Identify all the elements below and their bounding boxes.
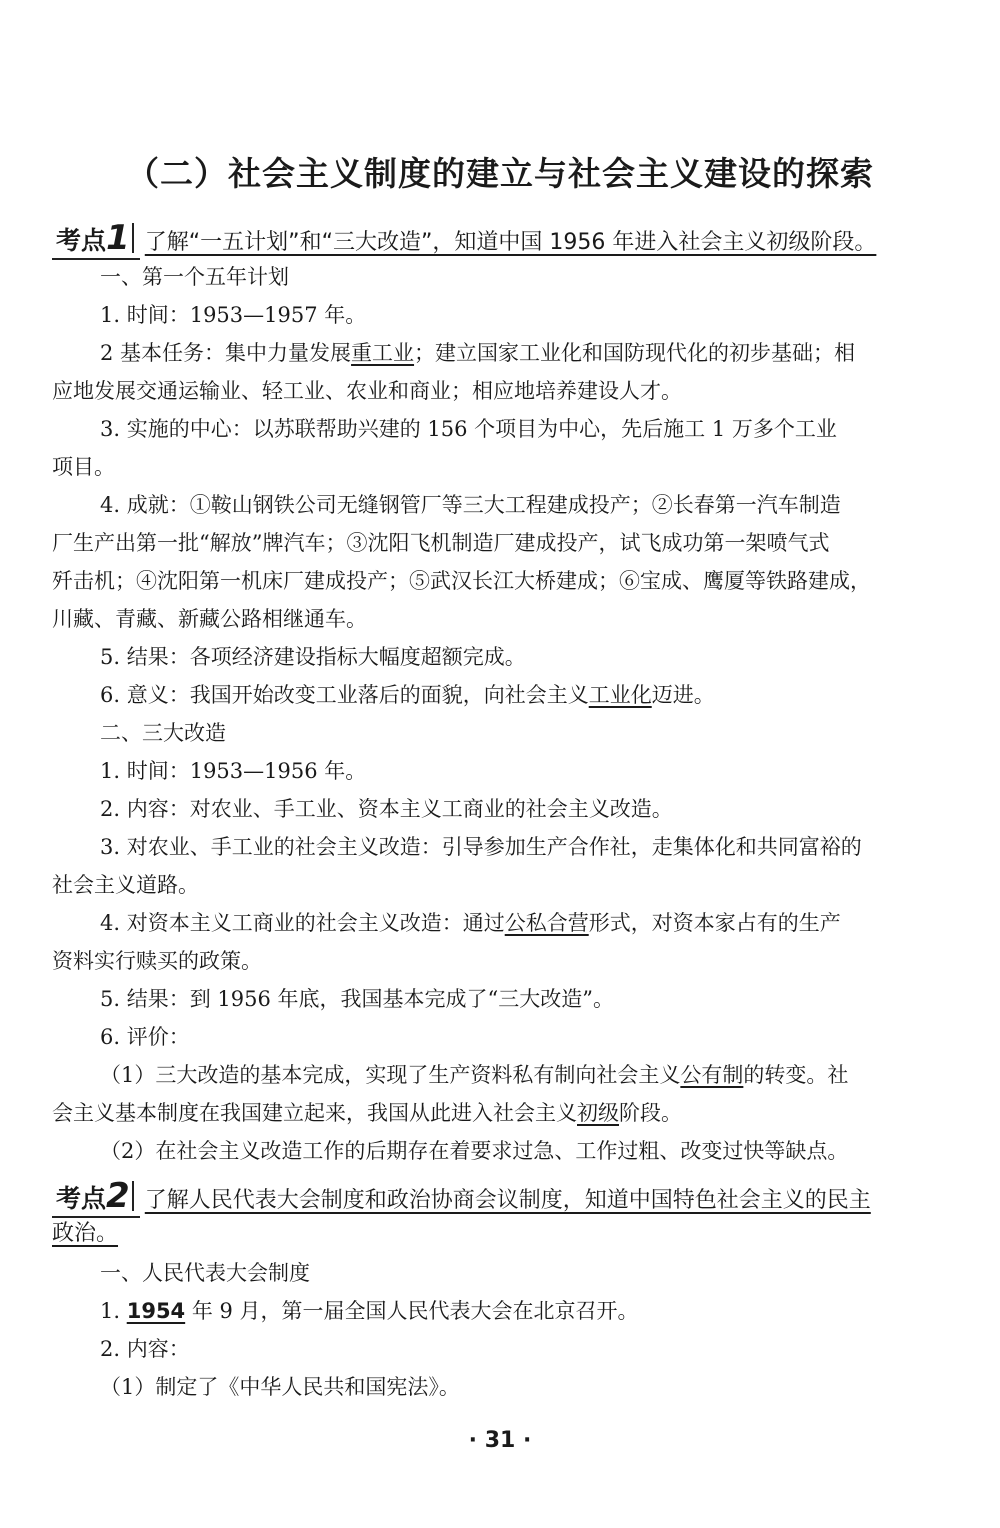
heading-five-year-plan: 一、第一个五年计划 — [100, 265, 289, 289]
text-line: 3. 对农业、手工业的社会主义改造：引导参加生产合作社，走集体化和共同富裕的 — [100, 835, 862, 859]
section-title: （二）社会主义制度的建立与社会主义建设的探索 — [126, 154, 874, 193]
kaodian-2-text: 了解人民代表大会制度和政治协商会议制度，知道中国特色社会主义的民主 — [144, 1188, 871, 1213]
text-line: 资料实行赎买的政策。 — [52, 949, 262, 973]
heading-npc-system: 一、人民代表大会制度 — [100, 1261, 310, 1285]
text-line: 会主义基本制度在我国建立起来，我国从此进入社会主义初级阶段。 — [52, 1101, 682, 1125]
kaodian-2-row-cont — [52, 1216, 952, 1247]
text-line: 歼击机；④沈阳第一机床厂建成投产；⑤武汉长江大桥建成；⑥宝成、鹰厦等铁路建成， — [52, 569, 871, 593]
kaodian-1-badge — [52, 218, 140, 260]
text-line: 1. 1954 年 9 月，第一届全国人民代表大会在北京召开。 — [100, 1299, 639, 1323]
kaodian-1-text: 了解“一五计划”和“三大改造”，知道中国 1956 年进入社会主义初级阶段。 — [144, 230, 877, 255]
key-term: 工业化 — [588, 683, 652, 707]
text-line: 1. 时间：1953—1956 年。 — [100, 759, 367, 783]
kaodian-2-row — [52, 1176, 952, 1218]
kaodian-2-text-cont: 政治。 — [52, 1221, 119, 1246]
key-term: 初级 — [577, 1101, 619, 1125]
watermark-logo — [846, 1438, 986, 1518]
kaodian-1-number: 1 — [106, 218, 130, 258]
text-line: 5. 结果：各项经济建设指标大幅度超额完成。 — [100, 645, 526, 669]
text-line: 4. 成就：①鞍山钢铁公司无缝钢管厂等三大工程建成投产；②长春第一汽车制造 — [100, 493, 841, 517]
text-line: （1）制定了《中华人民共和国宪法》。 — [100, 1375, 460, 1399]
text-line: 6. 意义：我国开始改变工业落后的面貌，向社会主义工业化迈进。 — [100, 683, 715, 707]
text-line: 5. 结果：到 1956 年底，我国基本完成了“三大改造”。 — [100, 987, 614, 1011]
kaodian-2-badge — [52, 1176, 140, 1218]
text-line: 2. 内容： — [100, 1337, 190, 1361]
text-line: 项目。 — [52, 455, 115, 479]
text-line: 6. 评价： — [100, 1025, 190, 1049]
page-number: · 31 · — [468, 1428, 532, 1453]
heading-three-reforms: 二、三大改造 — [100, 721, 226, 745]
text-line: （2）在社会主义改造工作的后期存在着要求过急、工作过粗、改变过快等缺点。 — [100, 1139, 849, 1163]
text-line: 3. 实施的中心：以苏联帮助兴建的 156 个项目为中心，先后施工 1 万多个工业 — [100, 417, 837, 441]
text-line: 2 基本任务：集中力量发展重工业；建立国家工业化和国防现代化的初步基础；相 — [100, 341, 856, 365]
kaodian-1-row — [52, 218, 952, 260]
text-line: （1）三大改造的基本完成，实现了生产资料私有制向社会主义公有制的转变。社 — [100, 1063, 849, 1087]
text-line: 2. 内容：对农业、手工业、资本主义工商业的社会主义改造。 — [100, 797, 673, 821]
text-line: 川藏、青藏、新藏公路相继通车。 — [52, 607, 367, 631]
kaodian-1-badge-label: 考点 — [56, 226, 107, 255]
key-term: 重工业 — [351, 341, 415, 365]
text-line: 4. 对资本主义工商业的社会主义改造：通过公私合营形式，对资本家占有的生产 — [100, 911, 841, 935]
kaodian-2-number: 2 — [106, 1176, 130, 1216]
key-term: 公私合营 — [504, 911, 589, 935]
key-term: 公有制 — [680, 1063, 744, 1087]
text-line: 应地发展交通运输业、轻工业、农业和商业；相应地培养建设人才。 — [52, 379, 682, 403]
text-line: 社会主义道路。 — [52, 873, 199, 897]
key-term: 1954 — [126, 1299, 186, 1323]
text-line: 1. 时间：1953—1957 年。 — [100, 303, 367, 327]
kaodian-2-badge-label: 考点 — [56, 1184, 107, 1213]
text-line: 厂生产出第一批“解放”牌汽车；③沈阳飞机制造厂建成投产，试飞成功第一架喷气式 — [52, 531, 830, 555]
